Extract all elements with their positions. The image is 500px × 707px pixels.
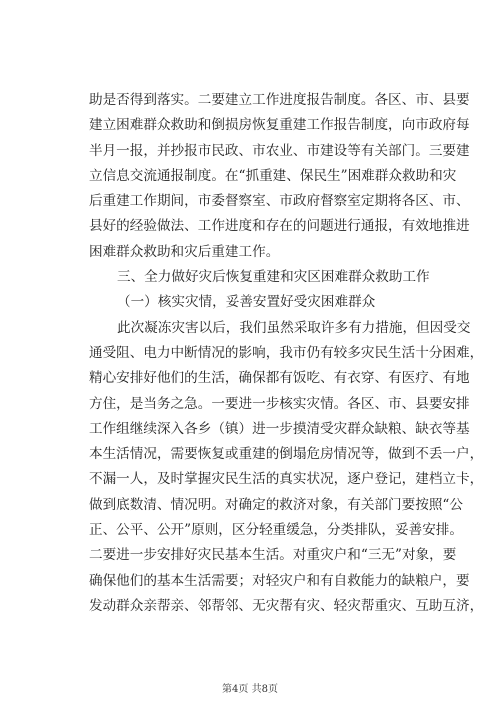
body-line: 立信息交流通报制度。在“抓重建、保民生”困难群众救助和灾 — [89, 167, 457, 184]
body-line: 助是否得到落实。二要建立工作进度报告制度。各区、市、县要 — [89, 92, 470, 108]
body-line: 建立困难群众救助和倒损房恢复重建工作报告制度，向市政府每 — [89, 117, 470, 134]
body-line: 二要进一步安排好灾民基本生活。对重灾户和“三无”对象，要 — [89, 547, 457, 564]
body-line: 工作组继续深入各乡（镇）进一步摸清受灾群众缺粮、缺衣等基 — [89, 420, 470, 437]
body-line: 通受阻、电力中断情况的影响，我市仍有较多灾民生活十分困难， — [89, 344, 484, 361]
body-line: 精心安排好他们的生活，确保都有饭吃、有衣穿、有医疗、有地 — [89, 370, 470, 387]
body-line: 发动群众亲帮亲、邻帮邻、无灾帮有灾、轻灾帮重灾、互助互济， — [89, 597, 484, 614]
subsection-heading: （一）核实灾情，妥善安置好受灾困难群众 — [117, 294, 376, 311]
document-body — [89, 88, 484, 619]
body-line: 方住，是当务之急。一要进一步核实灾情。各区、市、县要安排 — [89, 395, 470, 412]
body-line: 后重建工作期间，市委督察室、市政府督察室定期将各区、市、 — [89, 193, 470, 210]
body-line: 困难群众救助和灾后重建工作。 — [89, 243, 280, 260]
body-line: 此次凝冻灾害以后，我们虽然采取许多有力措施，但因受交 — [117, 319, 471, 336]
body-line: 确保他们的基本生活需要；对轻灾户和有自救能力的缺粮户，要 — [89, 572, 470, 589]
page-number-footer: 第4页 共8页 — [222, 684, 278, 695]
body-line: 正、公平、公开”原则，区分轻重缓急，分类排队，妥善安排。 — [89, 522, 463, 539]
section-heading: 三、全力做好灾后恢复重建和灾区困难群众救助工作 — [117, 269, 430, 286]
body-line: 做到底数清、情况明。对确定的救济对象，有关部门要按照“公 — [89, 496, 463, 513]
body-line: 县好的经验做法、工作进度和存在的问题进行通报，有效地推进 — [89, 218, 470, 235]
body-line: 不漏一人，及时掌握灾民生活的真实状况，逐户登记，建档立卡， — [89, 471, 484, 488]
body-line: 本生活情况，需要恢复或重建的倒塌危房情况等，做到不丢一户， — [89, 446, 484, 463]
body-line: 半月一报，并抄报市民政、市农业、市建设等有关部门。三要建 — [89, 142, 470, 159]
